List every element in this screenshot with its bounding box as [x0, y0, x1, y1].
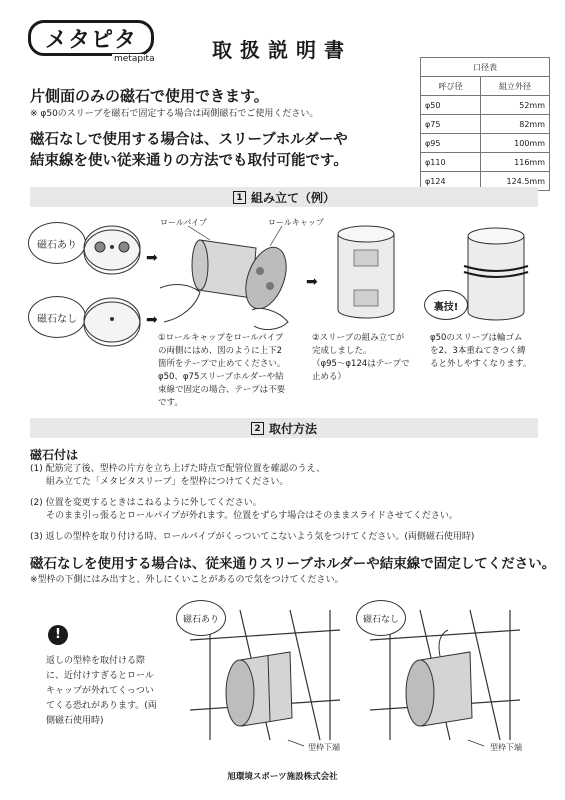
- warning-line: てくる恐れがあります。(両: [46, 701, 157, 711]
- trick-bubble: 裏技!: [424, 290, 468, 320]
- section-title: 取付方法: [268, 421, 317, 436]
- caption-line: ①ロールキャップをロールパイプ: [158, 333, 284, 343]
- warning-text: [46, 654, 166, 729]
- cap-with-magnet-illustration: [80, 222, 150, 280]
- diagram-label-bottom: 型枠下端: [490, 743, 522, 752]
- no-magnet-note: ※型枠の下側にはみ出すと、外しにくいことがあるので気をつけてください。: [30, 575, 344, 585]
- warning-line: キャップが外れてくっつい: [46, 686, 154, 696]
- company-footer: 旭環境スポーツ施設株式会社: [227, 772, 338, 782]
- caption-line: ②スリーブの組み立てが: [312, 333, 405, 343]
- diagram-bubble-with-magnet: 磁石あり: [176, 600, 226, 636]
- cap-without-magnet-illustration: [80, 294, 150, 352]
- brand-logo: [28, 20, 158, 66]
- lead-text-1: 片側面のみの磁石で使用できます。: [30, 87, 269, 105]
- table-cell: 100mm: [481, 134, 550, 153]
- para-line: そのまま引っ張るとロールパイプが外れます。位置をずらす場合はそのままスライドさせてください。: [46, 511, 458, 521]
- section-number: 2: [251, 422, 264, 435]
- caption-line: 止める）: [312, 372, 347, 382]
- step1-caption: [158, 332, 306, 410]
- arrow-right-icon: ➡: [146, 250, 158, 266]
- table-cell: 124.5mm: [481, 172, 550, 191]
- logo-subtext: metapita: [114, 54, 155, 64]
- table-row: [421, 115, 550, 134]
- lead-text-2: [30, 130, 400, 172]
- step2-caption: [312, 332, 422, 384]
- table-row: [421, 153, 550, 172]
- note-text-1: ※ φ50のスリーブを磁石で固定する場合は両側磁石でご使用ください。: [30, 109, 319, 119]
- para-line: (1) 配筋完了後、型枠の片方を立ち上げた時点で配管位置を確認のうえ、: [30, 464, 326, 474]
- label-roll-cap: ロールキャップ: [268, 218, 324, 227]
- caption-line: φ50、φ75スリーブホルダーや結: [158, 372, 284, 382]
- table-row: [421, 134, 550, 153]
- caption-line: ると外しやすくなります。: [430, 359, 532, 369]
- section-number: 1: [233, 191, 246, 204]
- caption-line: の両側にはめ、図のように上下2: [158, 346, 283, 356]
- caption-line: を2、3本重ねてきつく縛: [430, 346, 526, 356]
- hands-assembly-illustration: [160, 226, 300, 332]
- install-step-1: [30, 463, 530, 489]
- section-header-install: [30, 418, 538, 438]
- bubble-without-magnet: 磁石なし: [28, 296, 86, 338]
- warning-line: 返しの型枠を取付ける際: [46, 656, 146, 666]
- caption-line: 完成しました。: [312, 346, 372, 356]
- warning-line: 側磁石使用時): [46, 716, 104, 726]
- rubber-band-sleeve-illustration: [462, 224, 530, 324]
- bubble-with-magnet: 磁石あり: [28, 222, 86, 264]
- install-heading: 磁石付は: [30, 448, 79, 462]
- install-step-3: (3) 返しの型枠を取り付ける時、ロールパイプがくっついてこないよう気をつけてください。(両側磁石使用時): [30, 532, 475, 542]
- lead-line: 磁石なしで使用する場合は、スリーブホルダーや: [30, 132, 348, 148]
- table-cell: φ50: [421, 96, 481, 115]
- table-cell: 52mm: [481, 96, 550, 115]
- caption-line: です。: [158, 398, 183, 408]
- caption-line: 束線で固定の場合、テープは不要: [158, 385, 286, 395]
- caption-line: （φ95～φ124はテープで: [312, 359, 410, 369]
- table-cell: φ124: [421, 172, 481, 191]
- table-cell: φ75: [421, 115, 481, 134]
- table-header: 呼び径: [421, 77, 481, 96]
- logo-main-text: メタピタ: [28, 20, 154, 56]
- table-cell: φ110: [421, 153, 481, 172]
- diameter-table: [420, 57, 550, 191]
- caption-line: 箇所をテープで止めてください。: [158, 359, 286, 369]
- para-line: 組み立てた「メタピタスリーブ」を型枠につけてください。: [46, 477, 289, 487]
- install-step-2: [30, 497, 530, 523]
- arrow-right-icon: ➡: [306, 274, 318, 290]
- assembled-sleeve-illustration: [334, 222, 398, 322]
- table-cell: 82mm: [481, 115, 550, 134]
- para-line: (2) 位置を変更するときはこねるように外してください。: [30, 498, 262, 508]
- table-caption: 口径表: [421, 58, 550, 77]
- table-cell: 116mm: [481, 153, 550, 172]
- caption-line: φ50のスリーブは輪ゴム: [430, 333, 523, 343]
- section-header-assembly: [30, 187, 538, 207]
- no-magnet-heading: 磁石なしを使用する場合は、従来通りスリーブホルダーや結束線で固定してください。: [30, 556, 556, 572]
- warning-line: に、近付けすぎるとロール: [46, 671, 154, 681]
- step3-caption: [430, 332, 540, 371]
- table-row: [421, 96, 550, 115]
- warning-icon: !: [48, 625, 68, 645]
- document-title: 取扱説明書: [212, 38, 352, 62]
- diagram-bubble-without-magnet: 磁石なし: [356, 600, 406, 636]
- table-cell: φ95: [421, 134, 481, 153]
- table-header: 組立外径: [481, 77, 550, 96]
- section-title: 組み立て（例）: [250, 190, 335, 205]
- lead-line: 結束線を使い従来通りの方法でも取付可能です。: [30, 153, 348, 169]
- arrow-right-icon: ➡: [146, 312, 158, 328]
- diagram-label-bottom: 型枠下端: [308, 743, 340, 752]
- label-roll-pipe: ロールパイプ: [160, 218, 208, 227]
